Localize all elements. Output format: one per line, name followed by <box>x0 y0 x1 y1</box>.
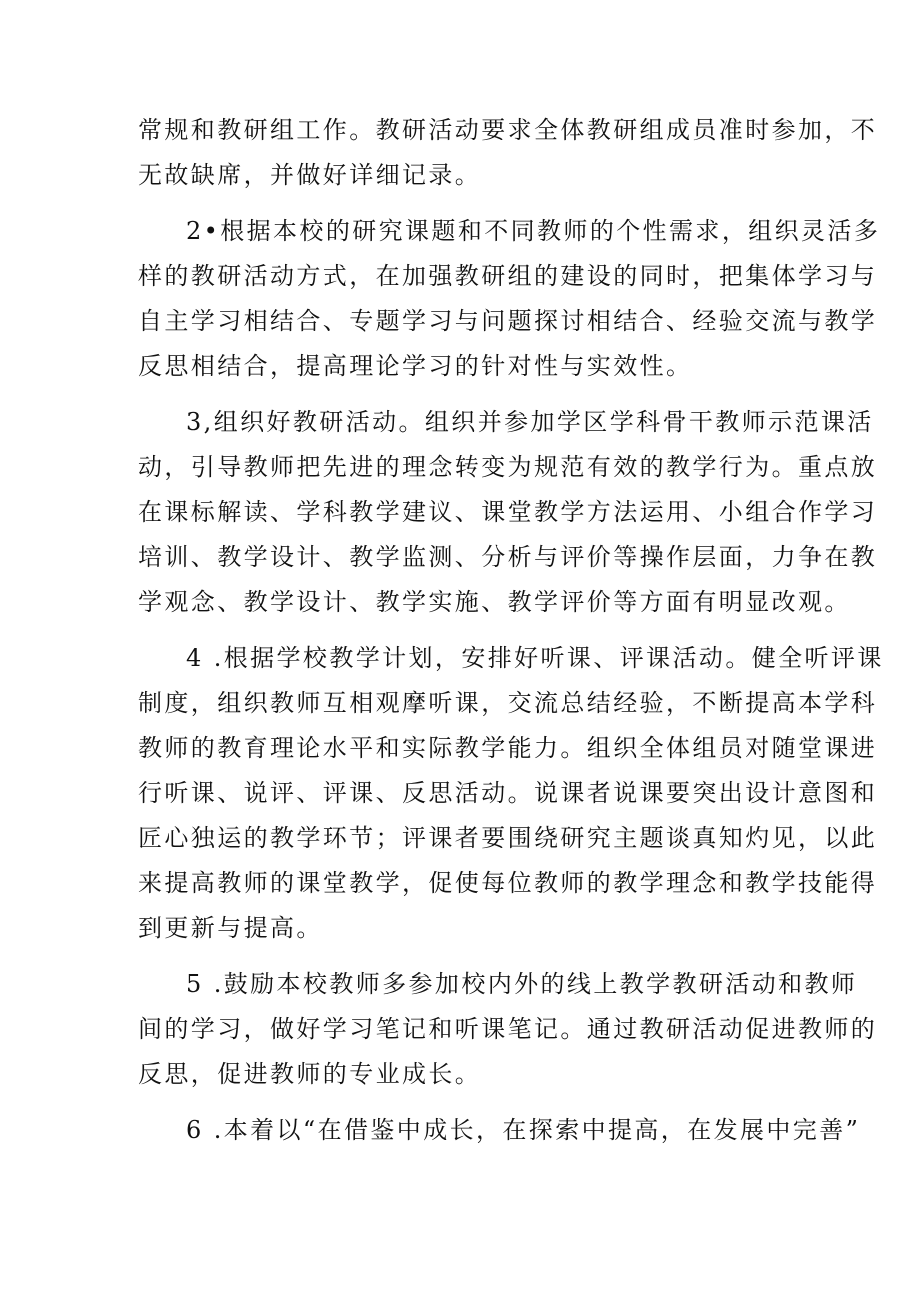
text-line <box>138 445 878 490</box>
text-line <box>138 861 878 906</box>
text-line-content: 教师的教育理论水平和实际教学能力。组织全体组员对随堂课进 <box>138 734 878 762</box>
text-line <box>138 344 798 389</box>
text-line-content: 常规和教研组工作。教研活动要求全体教研组成员准时参加，不 <box>138 116 878 144</box>
text-line-content: 反思，促进教师的专业成长。 <box>138 1060 482 1088</box>
text-line-content: 学观念、教学设计、教学实施、教学评价等方面有明显改观。 <box>138 588 851 616</box>
text-line-content: 动，引导教师把先进的理念转变为规范有效的教学行为。重点放 <box>138 453 878 481</box>
text-line-content: 反思相结合，提高理论学习的针对性与实效性。 <box>138 352 693 380</box>
text-line-content: 在课标解读、学科教学建议、课堂教学方法运用、小组合作学习 <box>138 498 878 526</box>
text-line <box>138 906 798 951</box>
text-line <box>138 153 798 198</box>
text-line <box>138 1108 861 1153</box>
text-line <box>138 490 878 535</box>
text-line-content: 4 .根据学校教学计划，安排好听课、评课活动。健全听评课 <box>186 644 884 672</box>
text-line-content: 2•根据本校的研究课题和不同教师的个性需求，组织灵活多 <box>186 217 881 245</box>
text-line <box>138 962 858 1007</box>
text-line-content: 样的教研活动方式，在加强教研组的建设的同时，把集体学习与 <box>138 262 878 290</box>
paragraph <box>138 962 878 1097</box>
text-line-content: 自主学习相结合、专题学习与问题探讨相结合、经验交流与教学 <box>138 307 878 335</box>
text-line <box>138 254 878 299</box>
text-line <box>138 400 874 445</box>
text-line <box>138 108 878 153</box>
text-line <box>138 726 878 771</box>
text-line-content: 培训、教学设计、教学监测、分析与评价等操作层面，力争在教 <box>138 543 878 571</box>
text-line <box>138 1052 798 1097</box>
paragraph <box>138 1108 861 1153</box>
text-line <box>138 636 884 681</box>
text-line-content: 制度，组织教师互相观摩听课，交流总结经验，不断提高本学科 <box>138 689 878 717</box>
text-line-content: 6 .本着以“在借鉴中成长，在探索中提高，在发展中完善” <box>186 1116 861 1144</box>
text-line <box>138 580 851 625</box>
text-line-content: 匠心独运的教学环节；评课者要围绕研究主题谈真知灼见，以此 <box>138 824 878 852</box>
text-line <box>138 681 878 726</box>
paragraph <box>138 636 884 951</box>
text-line <box>138 535 878 580</box>
text-line <box>138 771 878 816</box>
text-line <box>138 209 881 254</box>
text-line-content: 到更新与提高。 <box>138 914 323 942</box>
text-line-content: 3,组织好教研活动。组织并参加学区学科骨干教师示范课活 <box>186 408 874 436</box>
text-line-content: 间的学习，做好学习笔记和听课笔记。通过教研活动促进教师的 <box>138 1015 878 1043</box>
paragraph <box>138 400 878 625</box>
text-line-content: 来提高教师的课堂教学，促使每位教师的教学理念和教学技能得 <box>138 869 878 897</box>
paragraph <box>138 108 878 198</box>
text-line-content: 无故缺席，并做好详细记录。 <box>138 161 482 189</box>
text-line <box>138 299 878 344</box>
document-body <box>138 108 884 1164</box>
paragraph <box>138 209 881 389</box>
text-line-content: 5 .鼓励本校教师多参加校内外的线上教学教研活动和教师 <box>186 970 858 998</box>
text-line-content: 行听课、说评、评课、反思活动。说课者说课要突出设计意图和 <box>138 779 878 807</box>
text-line <box>138 1007 878 1052</box>
text-line <box>138 816 878 861</box>
